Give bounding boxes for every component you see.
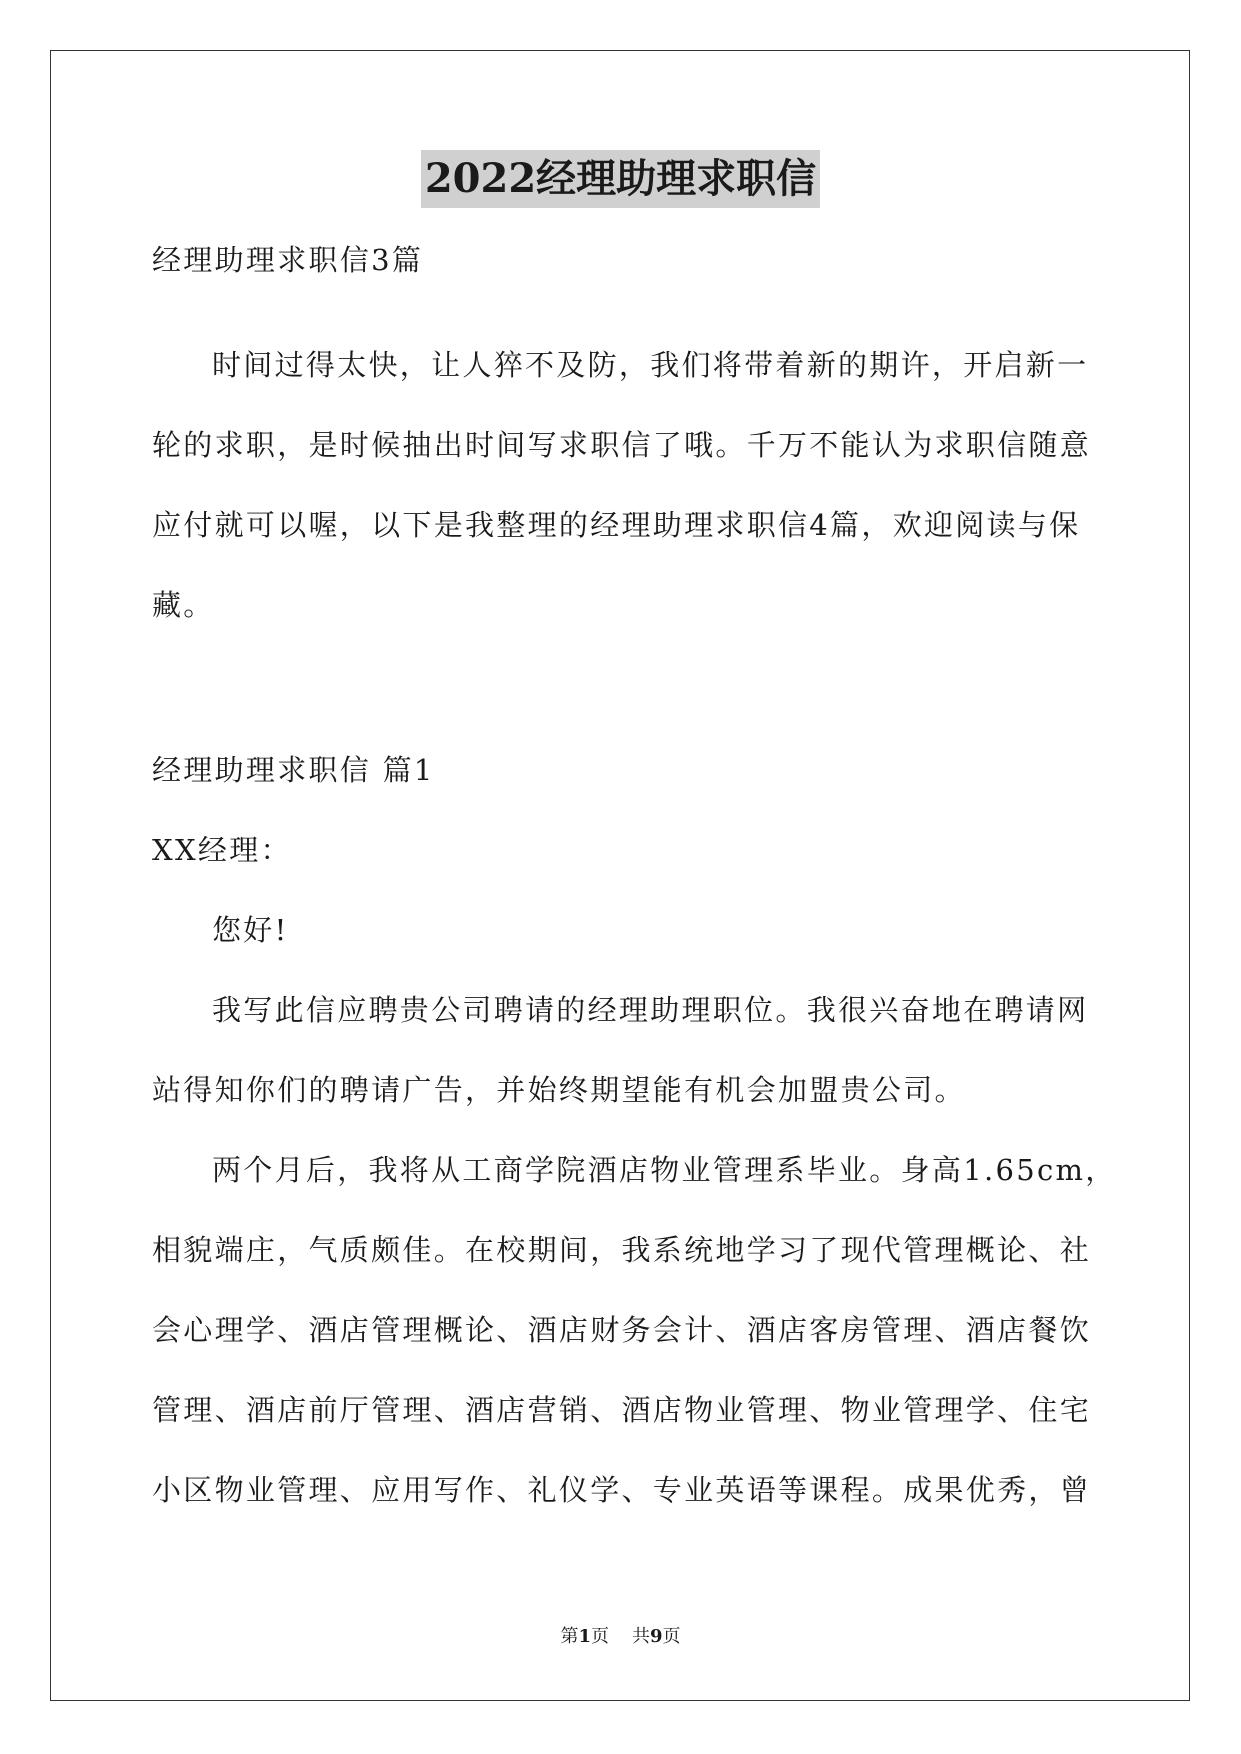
- body-line: 应付就可以喔，以下是我整理的经理助理求职信4篇，欢迎阅读与保: [152, 508, 1081, 542]
- total-prefix: 共: [631, 1626, 650, 1647]
- intro-heading: 经理助理求职信3篇: [152, 243, 424, 277]
- total-pages: 9: [649, 1626, 663, 1647]
- page-number: 1: [578, 1626, 592, 1647]
- page-footer: [0, 1625, 1241, 1649]
- salutation: XX经理：: [152, 833, 292, 867]
- body-line: 相貌端庄，气质颇佳。在校期间，我系统地学习了现代管理概论、社: [152, 1233, 1092, 1267]
- section-heading: 经理助理求职信 篇1: [152, 753, 435, 787]
- page-prefix: 第: [560, 1626, 579, 1647]
- body-line: 两个月后，我将从工商学院酒店物业管理系毕业。身高1.65cm，: [212, 1153, 1117, 1187]
- total-suffix: 页: [662, 1626, 681, 1647]
- body-line: 轮的求职，是时候抽出时间写求职信了哦。千万不能认为求职信随意: [152, 428, 1092, 462]
- body-line: 时间过得太快，让人猝不及防，我们将带着新的期许，开启新一: [212, 348, 1089, 382]
- greeting: 您好!: [212, 913, 289, 947]
- body-line: 站得知你们的聘请广告，并始终期望能有机会加盟贵公司。: [152, 1073, 966, 1107]
- title-wrap: [0, 150, 1241, 208]
- page-frame: [50, 50, 1190, 1701]
- body-line: 藏。: [152, 588, 215, 622]
- page-suffix: 页: [591, 1626, 610, 1647]
- body-line: 我写此信应聘贵公司聘请的经理助理职位。我很兴奋地在聘请网: [212, 993, 1089, 1027]
- body-line: 会心理学、酒店管理概论、酒店财务会计、酒店客房管理、酒店餐饮: [152, 1313, 1092, 1347]
- body-line: 管理、酒店前厅管理、酒店营销、酒店物业管理、物业管理学、住宅: [152, 1393, 1092, 1427]
- document-title: 2022经理助理求职信: [421, 150, 820, 208]
- body-line: 小区物业管理、应用写作、礼仪学、专业英语等课程。成果优秀，曾: [152, 1473, 1092, 1507]
